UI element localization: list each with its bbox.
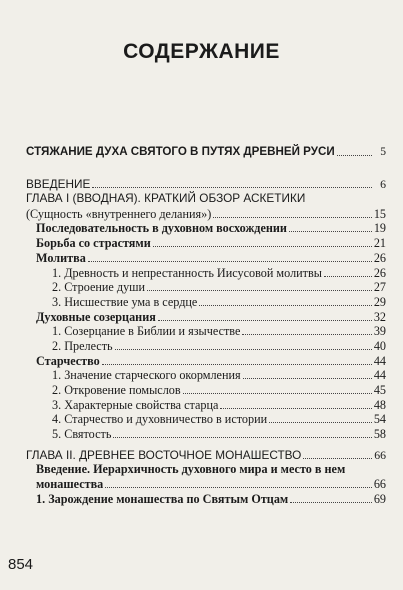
toc-entry: Последовательность в духовном восхождении 19 (36, 221, 386, 236)
toc-entry: 4. Старчество и духовничество в истории 54 (52, 412, 386, 427)
toc-entry: 5. Святость 58 (52, 427, 386, 442)
toc-entry-intro: ВВЕДЕНИЕ 6 (26, 177, 386, 192)
toc-entry: 1. Созерцание в Библии и язычестве 39 (52, 324, 386, 339)
toc-entry: 3. Характерные свойства старца 48 (52, 397, 386, 412)
toc-entry: 1. Древность и непрестанность Иисусовой молитвы 26 (52, 265, 386, 280)
toc-entry: Молитва 26 (36, 250, 386, 265)
toc-entry: 2. Прелесть 40 (52, 338, 386, 353)
page-number: 854 (8, 556, 34, 573)
page-title: СОДЕРЖАНИЕ (123, 40, 280, 63)
toc-entry: 3. Нисшествие ума в сердце 29 (52, 294, 386, 309)
toc-entry: Духовные созерцания 32 (36, 309, 386, 324)
table-of-contents (26, 144, 386, 506)
toc-entry: монашества 66 (36, 477, 386, 492)
toc-entry: 1. Зарождение монашества по Святым Отцам 69 (36, 491, 386, 506)
toc-entry: Борьба со страстями 21 (36, 236, 386, 251)
toc-entry: 1. Значение старческого окормления 44 (52, 368, 386, 383)
toc-entry-chapter2-intro: Введение. Иерархичность духовного мира и место в нем (36, 461, 346, 476)
toc-entry: 2. Откровение помыслов 45 (52, 383, 386, 397)
toc-entry-chapter2: ГЛАВА II. ДРЕВНЕЕ ВОСТОЧНОЕ МОНАШЕСТВО 66 (26, 447, 386, 462)
toc-entry-chapter1-subtitle: (Сущность «внутреннего делания») 15 (26, 206, 386, 221)
toc-entry: Старчество 44 (36, 353, 386, 368)
toc-entry: 2. Строение души 27 (52, 280, 386, 295)
toc-entry-chapter1: ГЛАВА I (ВВОДНАЯ). КРАТКИЙ ОБЗОР АСКЕТИКИ (26, 191, 306, 206)
toc-entry-part: СТЯЖАНИЕ ДУХА СВЯТОГО В ПУТЯХ ДРЕВНЕЙ РУСИ 5 (26, 144, 386, 158)
